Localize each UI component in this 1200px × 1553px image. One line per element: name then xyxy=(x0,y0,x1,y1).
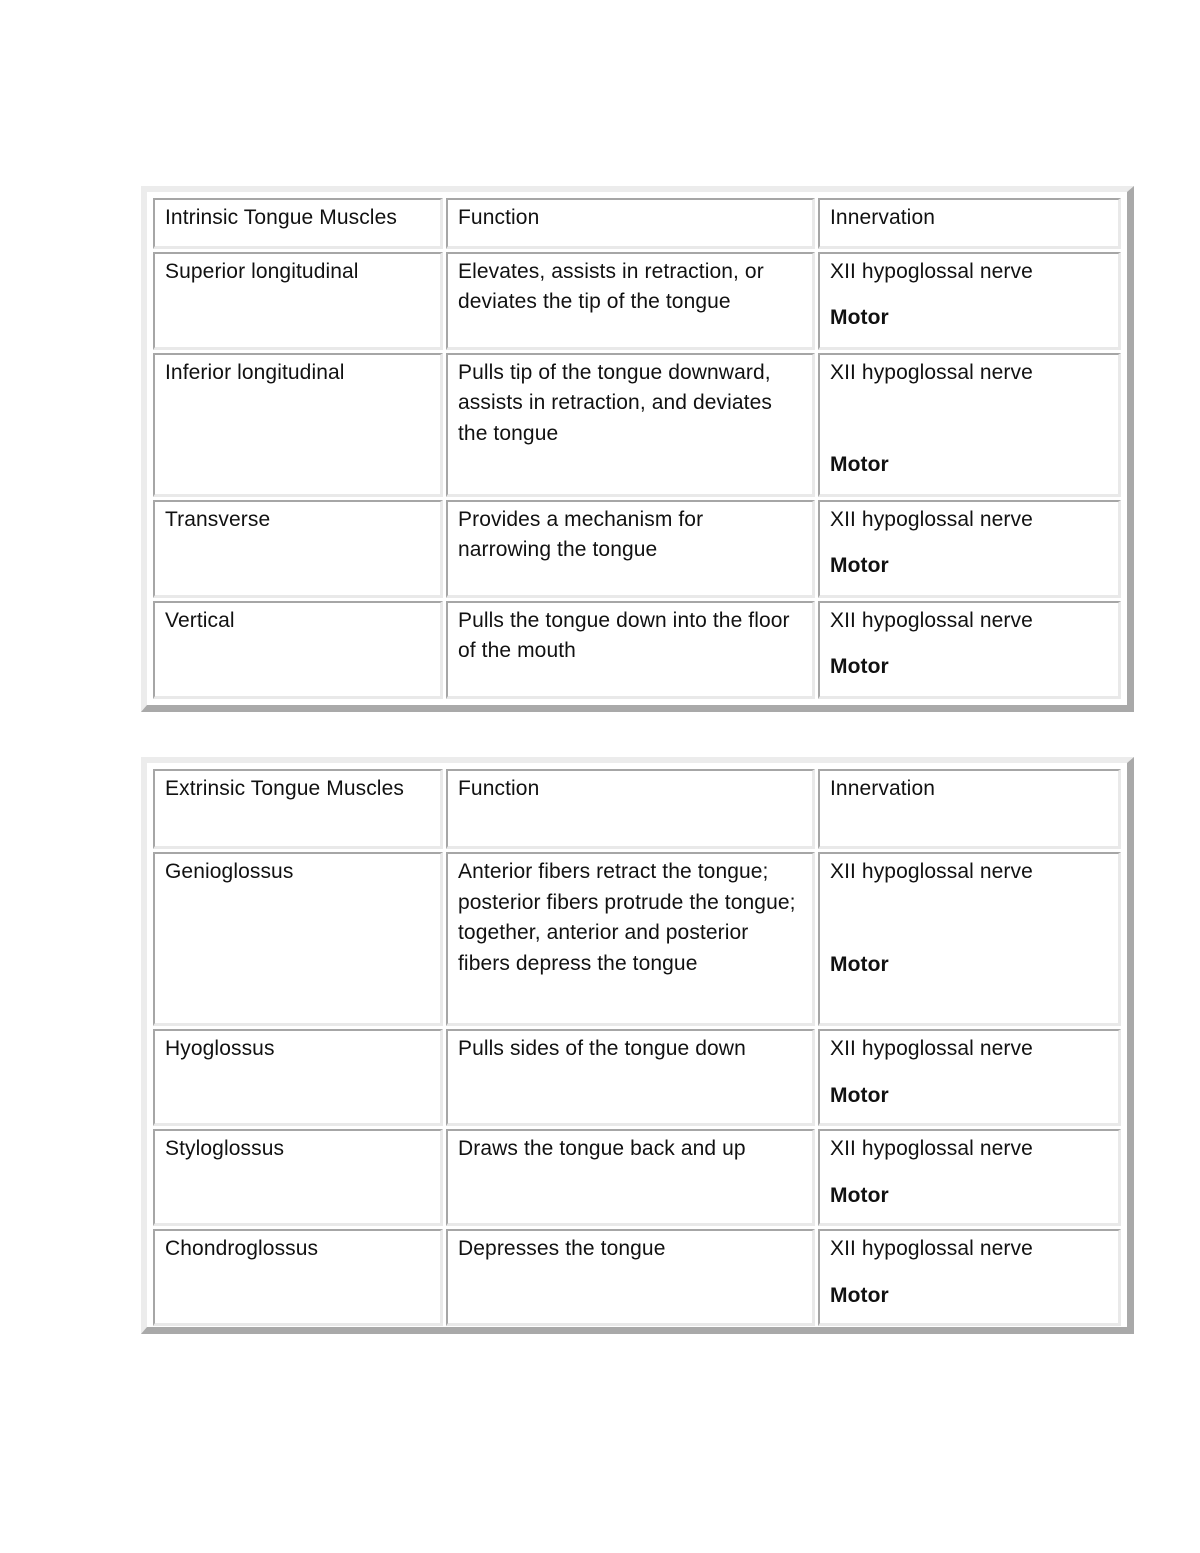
muscle-name: Styloglossus xyxy=(153,1129,443,1226)
muscle-name: Inferior longitudinal xyxy=(153,353,443,497)
table-row xyxy=(153,852,1121,1026)
header-muscle: Extrinsic Tongue Muscles xyxy=(153,769,443,849)
table-header-row xyxy=(153,769,1121,849)
nerve-name: XII hypoglossal nerve xyxy=(830,360,1033,384)
intrinsic-table-grid xyxy=(150,195,1124,702)
nerve-type: Motor xyxy=(830,453,889,477)
nerve-name: XII hypoglossal nerve xyxy=(830,1237,1033,1260)
innervation-cell xyxy=(818,1029,1121,1126)
header-innervation: Innervation xyxy=(818,769,1121,849)
muscle-name: Hyoglossus xyxy=(153,1029,443,1126)
muscle-name: Superior longitudinal xyxy=(153,252,443,350)
nerve-type: Motor xyxy=(830,1083,889,1107)
muscle-function: Pulls tip of the tongue downward, assists in retraction, and deviates the tongue xyxy=(446,353,815,497)
innervation-cell xyxy=(818,1129,1121,1226)
table-row xyxy=(153,1029,1121,1126)
muscle-name: Genioglossus xyxy=(153,852,443,1026)
table-row xyxy=(153,353,1121,497)
intrinsic-muscles-table xyxy=(141,186,1134,712)
header-muscle: Intrinsic Tongue Muscles xyxy=(153,198,443,249)
table-header-row xyxy=(153,198,1121,249)
header-function: Function xyxy=(446,769,815,849)
muscle-function: Depresses the tongue xyxy=(446,1229,815,1326)
table-row xyxy=(153,601,1121,699)
muscle-name: Chondroglossus xyxy=(153,1229,443,1326)
innervation-cell xyxy=(818,1229,1121,1326)
nerve-type: Motor xyxy=(830,655,889,679)
nerve-name: XII hypoglossal nerve xyxy=(830,860,1033,883)
muscle-function: Anterior fibers retract the tongue; posterior fibers protrude the tongue; together, anterior and posterior fibers depress the tongue xyxy=(446,852,815,1026)
muscle-function: Pulls the tongue down into the floor of the mouth xyxy=(446,601,815,699)
innervation-cell xyxy=(818,852,1121,1026)
muscle-name: Vertical xyxy=(153,601,443,699)
nerve-name: XII hypoglossal nerve xyxy=(830,608,1033,632)
muscle-function: Draws the tongue back and up xyxy=(446,1129,815,1226)
muscle-function: Elevates, assists in retraction, or deviates the tip of the tongue xyxy=(446,252,815,350)
nerve-type: Motor xyxy=(830,1283,889,1307)
extrinsic-table-grid xyxy=(150,766,1124,1329)
nerve-name: XII hypoglossal nerve xyxy=(830,1137,1033,1160)
nerve-name: XII hypoglossal nerve xyxy=(830,507,1033,531)
innervation-cell xyxy=(818,500,1121,598)
table-row xyxy=(153,1129,1121,1226)
nerve-name: XII hypoglossal nerve xyxy=(830,1037,1033,1060)
muscle-function: Pulls sides of the tongue down xyxy=(446,1029,815,1126)
extrinsic-muscles-table xyxy=(141,757,1134,1334)
nerve-type: Motor xyxy=(830,306,889,330)
muscle-name: Transverse xyxy=(153,500,443,598)
innervation-cell xyxy=(818,601,1121,699)
innervation-cell xyxy=(818,252,1121,350)
header-innervation: Innervation xyxy=(818,198,1121,249)
nerve-type: Motor xyxy=(830,554,889,578)
nerve-name: XII hypoglossal nerve xyxy=(830,259,1033,283)
innervation-cell xyxy=(818,353,1121,497)
table-row xyxy=(153,500,1121,598)
nerve-type: Motor xyxy=(830,952,889,976)
nerve-type: Motor xyxy=(830,1183,889,1207)
header-function: Function xyxy=(446,198,815,249)
table-row xyxy=(153,252,1121,350)
table-row xyxy=(153,1229,1121,1326)
muscle-function: Provides a mechanism for narrowing the tongue xyxy=(446,500,815,598)
